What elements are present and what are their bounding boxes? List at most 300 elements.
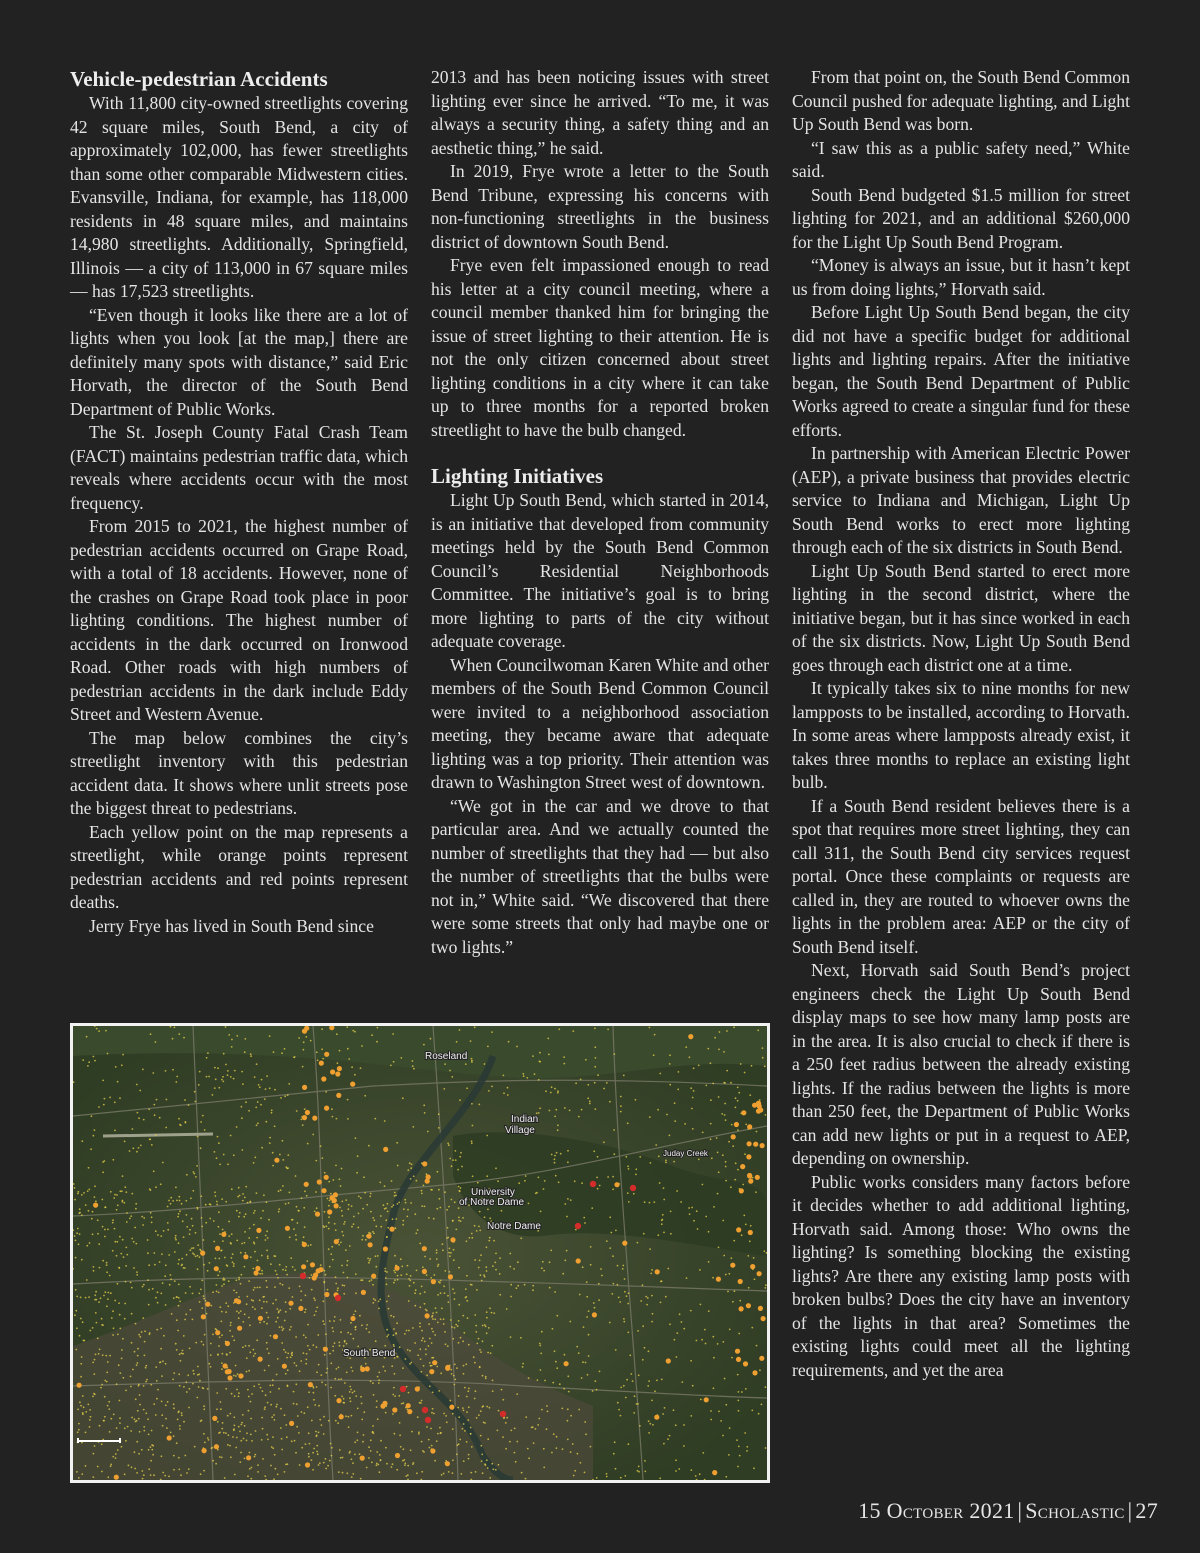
streetlight-point [111, 1317, 113, 1319]
streetlight-point [176, 1296, 178, 1298]
streetlight-point [478, 1414, 480, 1416]
streetlight-point [613, 1129, 615, 1131]
streetlight-point [669, 1323, 671, 1325]
streetlight-point [737, 1374, 739, 1376]
streetlight-point [143, 1409, 145, 1411]
streetlight-point [231, 1046, 233, 1048]
streetlight-point [491, 1463, 493, 1465]
streetlight-point [150, 1033, 152, 1035]
streetlight-point [229, 1413, 231, 1415]
streetlight-point [765, 1447, 767, 1449]
streetlight-point [332, 1331, 334, 1333]
streetlight-point [107, 1229, 109, 1231]
streetlight-point [328, 1228, 330, 1230]
streetlight-point [503, 1092, 505, 1094]
streetlight-point [745, 1224, 747, 1226]
streetlight-point [101, 1199, 103, 1201]
streetlight-point [341, 1231, 343, 1233]
streetlight-point [125, 1265, 127, 1267]
streetlight-point [295, 1175, 297, 1177]
streetlight-point [345, 1249, 347, 1251]
streetlight-point [373, 1394, 375, 1396]
streetlight-point [134, 1418, 136, 1420]
streetlight-point [528, 1203, 530, 1205]
streetlight-point [484, 1463, 486, 1465]
streetlight-point [261, 1439, 263, 1441]
streetlight-point [448, 1471, 450, 1473]
accident-point [761, 1316, 766, 1321]
streetlight-point [424, 1303, 426, 1305]
streetlight-point [320, 1264, 322, 1266]
streetlight-point [227, 1305, 229, 1307]
streetlight-point [567, 1198, 569, 1200]
streetlight-point [261, 1273, 263, 1275]
streetlight-point [436, 1312, 438, 1314]
streetlight-point [566, 1250, 568, 1252]
streetlight-point [335, 1165, 337, 1167]
streetlight-point [171, 1313, 173, 1315]
streetlight-point [141, 1449, 143, 1451]
map-label-indian: Indian [511, 1114, 539, 1125]
streetlight-point [232, 1436, 234, 1438]
streetlight-point [153, 1104, 155, 1106]
streetlight-point [266, 1342, 268, 1344]
streetlight-point [372, 1284, 374, 1286]
streetlight-point [765, 1284, 767, 1286]
streetlight-point [210, 1354, 212, 1356]
streetlight-point [337, 1287, 339, 1289]
streetlight-point [372, 1431, 374, 1433]
accident-point [255, 1266, 260, 1271]
streetlight-point [399, 1422, 401, 1424]
streetlight-point [183, 1421, 185, 1423]
streetlight-point [428, 1323, 430, 1325]
streetlight-point [590, 1264, 592, 1266]
streetlight-point [268, 1352, 270, 1354]
streetlight-point [109, 1431, 111, 1433]
streetlight-point [336, 1368, 338, 1370]
accident-point [450, 1237, 455, 1242]
paragraph: Light Up South Bend, which started in 2014, is an initiative that developed from community meetings held by the South Bend Common Council’s Residential Neighborhoods Committee. The initiative’s goal is to bring more lighting to parts of the city without adequate coverage. [431, 490, 769, 651]
footer-month: October [886, 1498, 964, 1523]
streetlight-point [488, 1327, 490, 1329]
streetlight-point [312, 1469, 314, 1471]
streetlight-point [607, 1029, 609, 1031]
streetlight-point [90, 1416, 92, 1418]
streetlight-point [330, 1443, 332, 1445]
streetlight-point [486, 1459, 488, 1461]
streetlight-point [196, 1165, 198, 1167]
streetlight-point [190, 1197, 192, 1199]
accident-point [324, 1106, 329, 1111]
streetlight-point [155, 1366, 157, 1368]
streetlight-point [114, 1241, 116, 1243]
streetlight-point [516, 1441, 518, 1443]
streetlight-point [200, 1147, 202, 1149]
streetlight-point [736, 1439, 738, 1441]
streetlight-point [674, 1102, 676, 1104]
streetlight-point [676, 1332, 678, 1334]
streetlight-point [74, 1314, 76, 1316]
death-point [590, 1181, 596, 1187]
accident-point [310, 1262, 315, 1267]
accident-point [394, 1266, 399, 1271]
streetlight-point [355, 1292, 357, 1294]
streetlight-point [390, 1315, 392, 1317]
streetlight-point [465, 1297, 467, 1299]
streetlight-point [662, 1214, 664, 1216]
streetlight-point [730, 1257, 732, 1259]
streetlight-point [244, 1051, 246, 1053]
streetlight-point [343, 1285, 345, 1287]
streetlight-point [580, 1079, 582, 1081]
streetlight-point [292, 1296, 294, 1298]
section-spacer [431, 442, 769, 463]
accident-point [258, 1357, 263, 1362]
streetlight-point [575, 1229, 577, 1231]
streetlight-point [681, 1381, 683, 1383]
accident-point [212, 1416, 217, 1421]
streetlight-point [486, 1332, 488, 1334]
streetlight-point [463, 1460, 465, 1462]
streetlight-point [725, 1404, 727, 1406]
streetlight-point [407, 1465, 409, 1467]
streetlight-point [285, 1373, 287, 1375]
streetlight-point [315, 1311, 317, 1313]
streetlight-point [505, 1448, 507, 1450]
streetlight-point [75, 1310, 77, 1312]
streetlight-point [290, 1356, 292, 1358]
streetlight-point [212, 1094, 214, 1096]
streetlight-point [202, 1387, 204, 1389]
streetlight-point [157, 1234, 159, 1236]
streetlight-point [429, 1447, 431, 1449]
streetlight-point [471, 1103, 473, 1105]
streetlight-point [673, 1161, 675, 1163]
streetlight-point [294, 1440, 296, 1442]
streetlight-point [400, 1274, 402, 1276]
streetlight-point [170, 1197, 172, 1199]
streetlight-point [329, 1320, 331, 1322]
paragraph: If a South Bend resident believes there is a spot that requires more street lighting, they can call 311, the South Bend city services request portal. Once these complaints or requests are called in, they are routed to whoever owns the lights in the problem area: AEP or the city of South Bend itself. [792, 795, 1130, 957]
accident-point [756, 1101, 761, 1106]
streetlight-point [546, 1428, 548, 1430]
accident-point [448, 1274, 453, 1279]
streetlight-point [161, 1253, 163, 1255]
streetlight-point [420, 1402, 422, 1404]
streetlight-point [454, 1201, 456, 1203]
streetlight-point [138, 1453, 140, 1455]
streetlight-point [81, 1140, 83, 1142]
streetlight-point [541, 1331, 543, 1333]
streetlight-point [189, 1229, 191, 1231]
streetlight-point [288, 1083, 290, 1085]
streetlight-point [338, 1342, 340, 1344]
streetlight-point [194, 1091, 196, 1093]
accident-point [747, 1124, 752, 1129]
streetlight-point [150, 1212, 152, 1214]
streetlight-point [99, 1349, 101, 1351]
streetlight-point [89, 1330, 91, 1332]
streetlight-point [628, 1168, 630, 1170]
streetlight-point [216, 1201, 218, 1203]
accident-point [114, 1475, 119, 1480]
streetlight-point [421, 1400, 423, 1402]
streetlight-point [323, 1462, 325, 1464]
streetlight-point [124, 1186, 126, 1188]
streetlight-point [156, 1380, 158, 1382]
streetlight-point [507, 1087, 509, 1089]
streetlight-point [118, 1364, 120, 1366]
streetlight-point [200, 1121, 202, 1123]
streetlight-point [644, 1201, 646, 1203]
streetlight-point [443, 1318, 445, 1320]
streetlight-point [327, 1465, 329, 1467]
streetlight-point [274, 1419, 276, 1421]
streetlight-point [710, 1410, 712, 1412]
accident-point [688, 1034, 693, 1039]
streetlight-point [419, 1243, 421, 1245]
streetlight-point [617, 1284, 619, 1286]
streetlight-point [480, 1351, 482, 1353]
streetlight-point [385, 1412, 387, 1414]
streetlight-point [627, 1192, 629, 1194]
streetlight-point [667, 1268, 669, 1270]
streetlight-point [727, 1291, 729, 1293]
streetlight-point [737, 1169, 739, 1171]
streetlight-point [681, 1321, 683, 1323]
streetlight-point [242, 1193, 244, 1195]
streetlight-point [357, 1408, 359, 1410]
streetlight-point [458, 1186, 460, 1188]
streetlight-point [370, 1211, 372, 1213]
streetlight-point [199, 1249, 201, 1251]
streetlight-point [179, 1428, 181, 1430]
streetlight-point [554, 1162, 556, 1164]
streetlight-point [421, 1190, 423, 1192]
streetlight-point [489, 1217, 491, 1219]
streetlight-point [731, 1357, 733, 1359]
streetlight-point [189, 1348, 191, 1350]
streetlight-point [633, 1412, 635, 1414]
streetlight-point [319, 1462, 321, 1464]
streetlight-point [458, 1217, 460, 1219]
streetlight-point [309, 1277, 311, 1279]
streetlight-point [246, 1371, 248, 1373]
streetlight-point [355, 1329, 357, 1331]
streetlight-point [176, 1349, 178, 1351]
streetlight-point [289, 1329, 291, 1331]
streetlight-point [482, 1325, 484, 1327]
streetlight-point [154, 1114, 156, 1116]
streetlight-point [598, 1283, 600, 1285]
streetlight-point [254, 1353, 256, 1355]
streetlight-point [81, 1194, 83, 1196]
streetlight-point [446, 1209, 448, 1211]
streetlight-point [522, 1073, 524, 1075]
streetlight-point [708, 1310, 710, 1312]
streetlight-point [82, 1395, 84, 1397]
streetlight-point [642, 1284, 644, 1286]
streetlight-point [259, 1299, 261, 1301]
streetlight-point [224, 1279, 226, 1281]
streetlight-point [395, 1227, 397, 1229]
streetlight-point [454, 1364, 456, 1366]
streetlight-point [437, 1171, 439, 1173]
streetlight-point [334, 1223, 336, 1225]
streetlight-point [316, 1207, 318, 1209]
map-label-roseland: Roseland [425, 1051, 468, 1062]
streetlight-point [285, 1266, 287, 1268]
streetlight-point [230, 1135, 232, 1137]
streetlight-point [509, 1253, 511, 1255]
streetlight-point [547, 1411, 549, 1413]
streetlight-point [474, 1314, 476, 1316]
accident-point [324, 1175, 329, 1180]
streetlight-point [756, 1345, 758, 1347]
streetlight-point [94, 1359, 96, 1361]
streetlight-point [310, 1040, 312, 1042]
accident-point [254, 1270, 259, 1275]
streetlight-point [325, 1458, 327, 1460]
streetlight-point [74, 1187, 76, 1189]
streetlight-point [501, 1210, 503, 1212]
streetlight-point [150, 1474, 152, 1476]
streetlight-point [762, 1057, 764, 1059]
streetlight-point [361, 1365, 363, 1367]
streetlight-point [93, 1135, 95, 1137]
streetlight-point [212, 1334, 214, 1336]
streetlight-point [332, 1346, 334, 1348]
streetlight-point [115, 1457, 117, 1459]
accident-point [429, 1369, 434, 1374]
streetlight-point [458, 1320, 460, 1322]
streetlight-point [223, 1432, 225, 1434]
streetlight-point [254, 1287, 256, 1289]
streetlight-point [594, 1307, 596, 1309]
streetlight-point [623, 1318, 625, 1320]
streetlight-point [328, 1205, 330, 1207]
streetlight-point [548, 1054, 550, 1056]
streetlight-point [322, 1300, 324, 1302]
streetlight-point [678, 1468, 680, 1470]
streetlight-point [147, 1279, 149, 1281]
streetlight-point [385, 1277, 387, 1279]
streetlight-point [159, 1117, 161, 1119]
streetlight-point [78, 1477, 80, 1479]
streetlight-point [691, 1207, 693, 1209]
streetlight-point [717, 1152, 719, 1154]
streetlight-point [238, 1426, 240, 1428]
streetlight-point [196, 1397, 198, 1399]
accident-point [445, 1461, 450, 1466]
streetlight-point [648, 1380, 650, 1382]
streetlight-point [468, 1406, 470, 1408]
streetlight-point [353, 1314, 355, 1316]
streetlight-point [230, 1242, 232, 1244]
streetlight-point [368, 1331, 370, 1333]
streetlight-point [217, 1421, 219, 1423]
streetlight-point [238, 1396, 240, 1398]
streetlight-point [751, 1065, 753, 1067]
streetlight-point [221, 1428, 223, 1430]
streetlight-point [410, 1362, 412, 1364]
streetlight-point [325, 1333, 327, 1335]
streetlight-point [588, 1310, 590, 1312]
streetlight-point [241, 1106, 243, 1108]
streetlight-point [282, 1159, 284, 1161]
streetlight-point [384, 1120, 386, 1122]
streetlight-point [122, 1201, 124, 1203]
streetlight-point [420, 1358, 422, 1360]
streetlight-point [148, 1109, 150, 1111]
streetlight-point [185, 1313, 187, 1315]
footer-day: 15 [858, 1498, 881, 1523]
streetlight-point [405, 1358, 407, 1360]
streetlight-point [318, 1364, 320, 1366]
streetlight-point [233, 1375, 235, 1377]
streetlight-point [684, 1123, 686, 1125]
map-label-south-bend: South Bend [343, 1348, 396, 1359]
streetlight-point [115, 1066, 117, 1068]
streetlight-point [233, 1154, 235, 1156]
streetlight-point [728, 1273, 730, 1275]
streetlight-point [316, 1445, 318, 1447]
streetlight-point [79, 1208, 81, 1210]
streetlight-point [238, 1317, 240, 1319]
streetlight-point [121, 1190, 123, 1192]
streetlight-point [218, 1292, 220, 1294]
streetlight-point [335, 1420, 337, 1422]
streetlight-point [256, 1124, 258, 1126]
streetlight-point [240, 1424, 242, 1426]
streetlight-point [214, 1067, 216, 1069]
streetlight-point [637, 1242, 639, 1244]
streetlight-point [697, 1228, 699, 1230]
streetlight-point [219, 1336, 221, 1338]
streetlight-point [394, 1279, 396, 1281]
streetlight-point [704, 1329, 706, 1331]
streetlight-point [314, 1299, 316, 1301]
streetlight-point [393, 1328, 395, 1330]
streetlight-point [649, 1423, 651, 1425]
streetlight-point [662, 1413, 664, 1415]
streetlight-point [649, 1116, 651, 1118]
streetlight-point [367, 1258, 369, 1260]
streetlight-point [177, 1419, 179, 1421]
streetlight-point [300, 1290, 302, 1292]
accident-point [319, 1061, 324, 1066]
streetlight-point [402, 1097, 404, 1099]
streetlight-point [582, 1266, 584, 1268]
streetlight-point [387, 1203, 389, 1205]
streetlight-point [331, 1108, 333, 1110]
streetlight-point [245, 1101, 247, 1103]
accident-point [576, 1258, 581, 1263]
streetlight-point [117, 1449, 119, 1451]
streetlight-point [142, 1478, 144, 1480]
streetlight-point [253, 1162, 255, 1164]
streetlight-point [361, 1239, 363, 1241]
streetlight-point [618, 1409, 620, 1411]
streetlight-point [101, 1318, 103, 1320]
streetlight-point [456, 1041, 458, 1043]
streetlight-point [183, 1335, 185, 1337]
streetlight-point [204, 1442, 206, 1444]
streetlight-point [417, 1416, 419, 1418]
streetlight-point [107, 1361, 109, 1363]
streetlight-point [327, 1198, 329, 1200]
